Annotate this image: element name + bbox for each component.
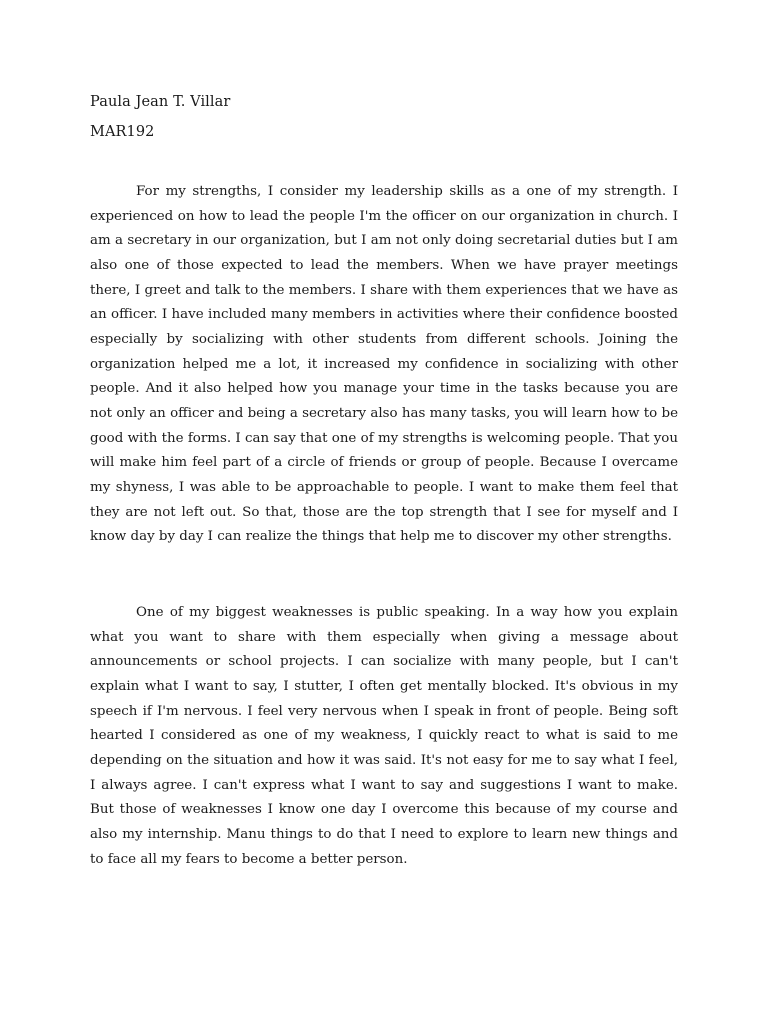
paragraph-weaknesses: One of my biggest weaknesses is public speaking. In a way how you explain what you want to share with them especially when giving a message about announcements or school projects. I can socialize with many people, but I can't explain what I want to say, I stutter, I often get mentally blocked. It's obvious in my speech if I'm nervous. I feel very nervous when I speak in front of people. Being soft hearted I considered as one of my weakness, I quickly react to what is said to me depending on the situation and how it was said. It's not easy for me to say what I feel, I always agree. I can't express what I want to say and suggestions I want to make. But those of weaknesses I know one day I overcome this because of my course and also my internship. Manu things to do that I need to explore to learn new things and to face all my fears to become a better person. xyxy=(90,605,678,867)
paragraph-strengths: For my strengths, I consider my leadership skills as a one of my strength. I experienced on how to lead the people I'm the officer on our organization in church. I am a secretary in our organization, but I am not only doing secretarial duties but I am also one of those expected to lead the members. When we have prayer meetings there, I greet and talk to the members. I share with them experiences that we have as an officer. I have included many members in activities where their confidence boosted especially by socializing with other students from different schools. Joining the organization helped me a lot, it increased my confidence in socializing with other people. And it also helped how you manage your time in the tasks because you are not only an officer and being a secretary also has many tasks, you will learn how to be good with the forms. I can say that one of my strengths is welcoming people. That you will make him feel part of a circle of friends or group of people. Because I overcame my shyness, I was able to be approachable to people. I want to make them feel that they are not left out. So that, those are the top strength that I see for myself and I know day by day I can realize the things that help me to discover my other strengths. xyxy=(90,184,678,545)
author-name: Paula Jean T. Villar xyxy=(90,94,231,110)
course-code: MAR192 xyxy=(90,124,155,140)
